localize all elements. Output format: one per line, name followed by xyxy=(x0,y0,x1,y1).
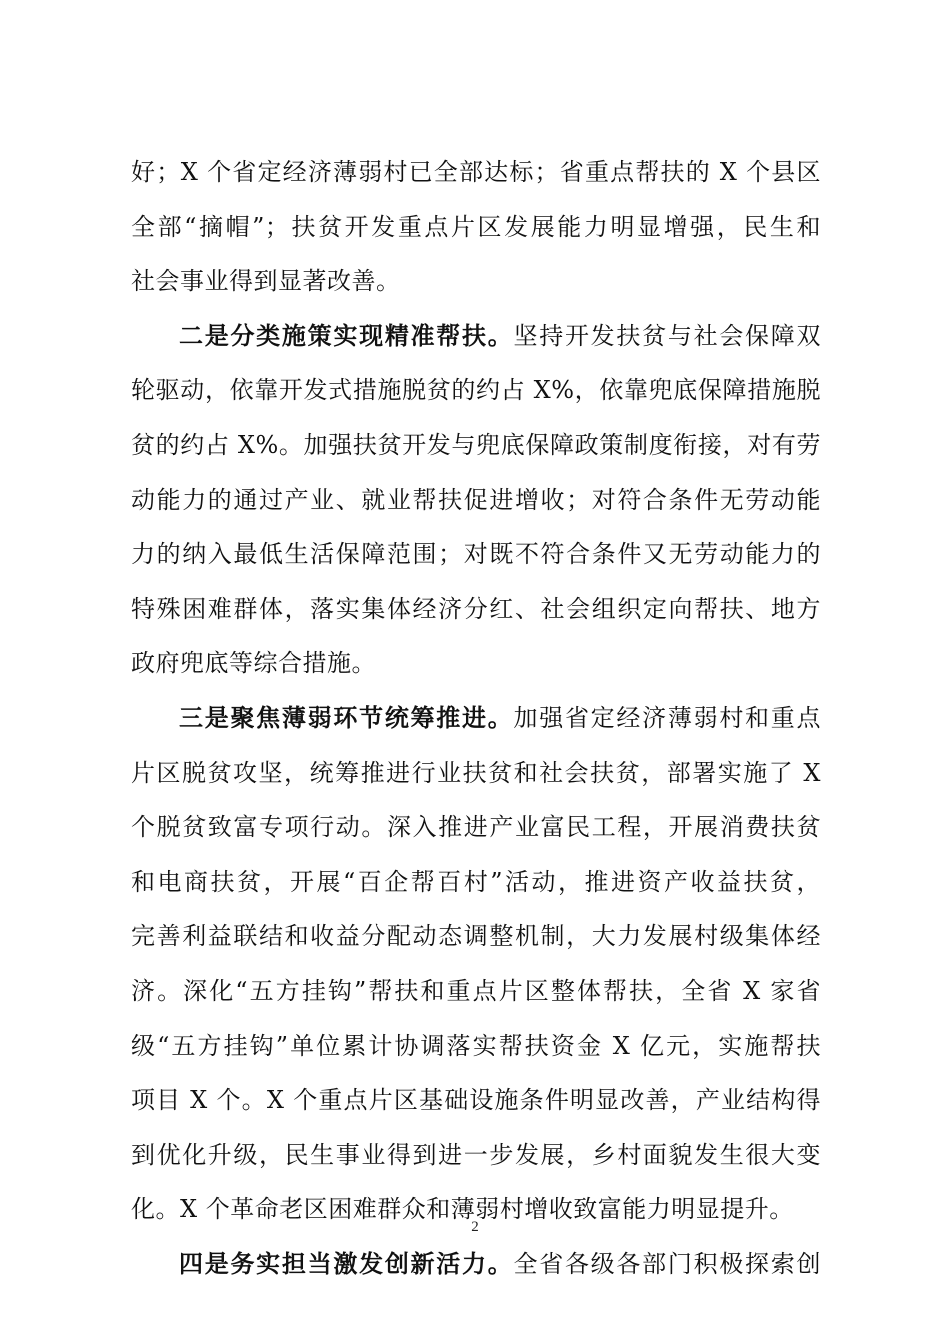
text-line: 项目 X 个。X 个重点片区基础设施条件明显改善，产业结构得 xyxy=(131,1086,821,1115)
page-number: 2 xyxy=(471,1219,479,1235)
text-line: 级“五方挂钩”单位累计协调落实帮扶资金 X 亿元，实施帮扶 xyxy=(131,1031,821,1060)
paragraph-heading: 三是聚焦薄弱环节统筹推进。 xyxy=(179,702,514,732)
paragraph-weak-links xyxy=(131,696,821,1242)
text-line: 特殊困难群体，落实集体经济分红、社会组织定向帮扶、地方 xyxy=(131,594,821,623)
text-line: 济。深化“五方挂钩”帮扶和重点片区整体帮扶，全省 X 家省 xyxy=(131,976,821,1005)
text-line: 和电商扶贫，开展“百企帮百村”活动，推进资产收益扶贫， xyxy=(131,867,821,896)
paragraph-heading: 四是务实担当激发创新活力。 xyxy=(179,1248,514,1278)
paragraph-first-line xyxy=(131,1242,821,1297)
paragraph-heading: 二是分类施策实现精准帮扶。 xyxy=(179,320,514,350)
document-body xyxy=(131,150,821,1296)
text-line: 轮驱动，依靠开发式措施脱贫的约占 X%，依靠兜底保障措施脱 xyxy=(131,376,821,405)
paragraph-continuation xyxy=(131,150,821,314)
text-line: 片区脱贫攻坚，统筹推进行业扶贫和社会扶贫，部署实施了 X xyxy=(131,758,821,787)
paragraph-classified-measures xyxy=(131,314,821,696)
paragraph-text: 坚持开发扶贫与社会保障双 xyxy=(513,321,822,350)
text-line: 化。X 个革命老区困难群众和薄弱村增收致富能力明显提升。 xyxy=(131,1195,794,1224)
text-line: 到优化升级，民生事业得到进一步发展，乡村面貌发生很大变 xyxy=(131,1140,821,1169)
text-line: 个脱贫致富专项行动。深入推进产业富民工程，开展消费扶贫 xyxy=(131,813,821,842)
text-line: 社会事业得到显著改善。 xyxy=(131,267,401,296)
paragraph-text: 全省各级各部门积极探索创 xyxy=(513,1249,822,1278)
paragraph-text: 加强省定经济薄弱村和重点 xyxy=(513,703,822,732)
paragraph-first-line xyxy=(131,696,821,751)
text-line: 贫的约占 X%。加强扶贫开发与兜底保障政策制度衔接，对有劳 xyxy=(131,430,821,459)
text-line: 好；X 个省定经济薄弱村已全部达标；省重点帮扶的 X 个县区 xyxy=(131,158,821,186)
paragraph-innovation xyxy=(131,1242,821,1297)
paragraph-first-line xyxy=(131,314,821,369)
text-line: 力的纳入最低生活保障范围；对既不符合条件又无劳动能力的 xyxy=(131,540,821,569)
text-line: 完善利益联结和收益分配动态调整机制，大力发展村级集体经 xyxy=(131,922,821,951)
text-line: 全部“摘帽”；扶贫开发重点片区发展能力明显增强，民生和 xyxy=(131,212,821,241)
text-line: 动能力的通过产业、就业帮扶促进增收；对符合条件无劳动能 xyxy=(131,485,821,514)
text-line: 政府兜底等综合措施。 xyxy=(131,649,376,678)
